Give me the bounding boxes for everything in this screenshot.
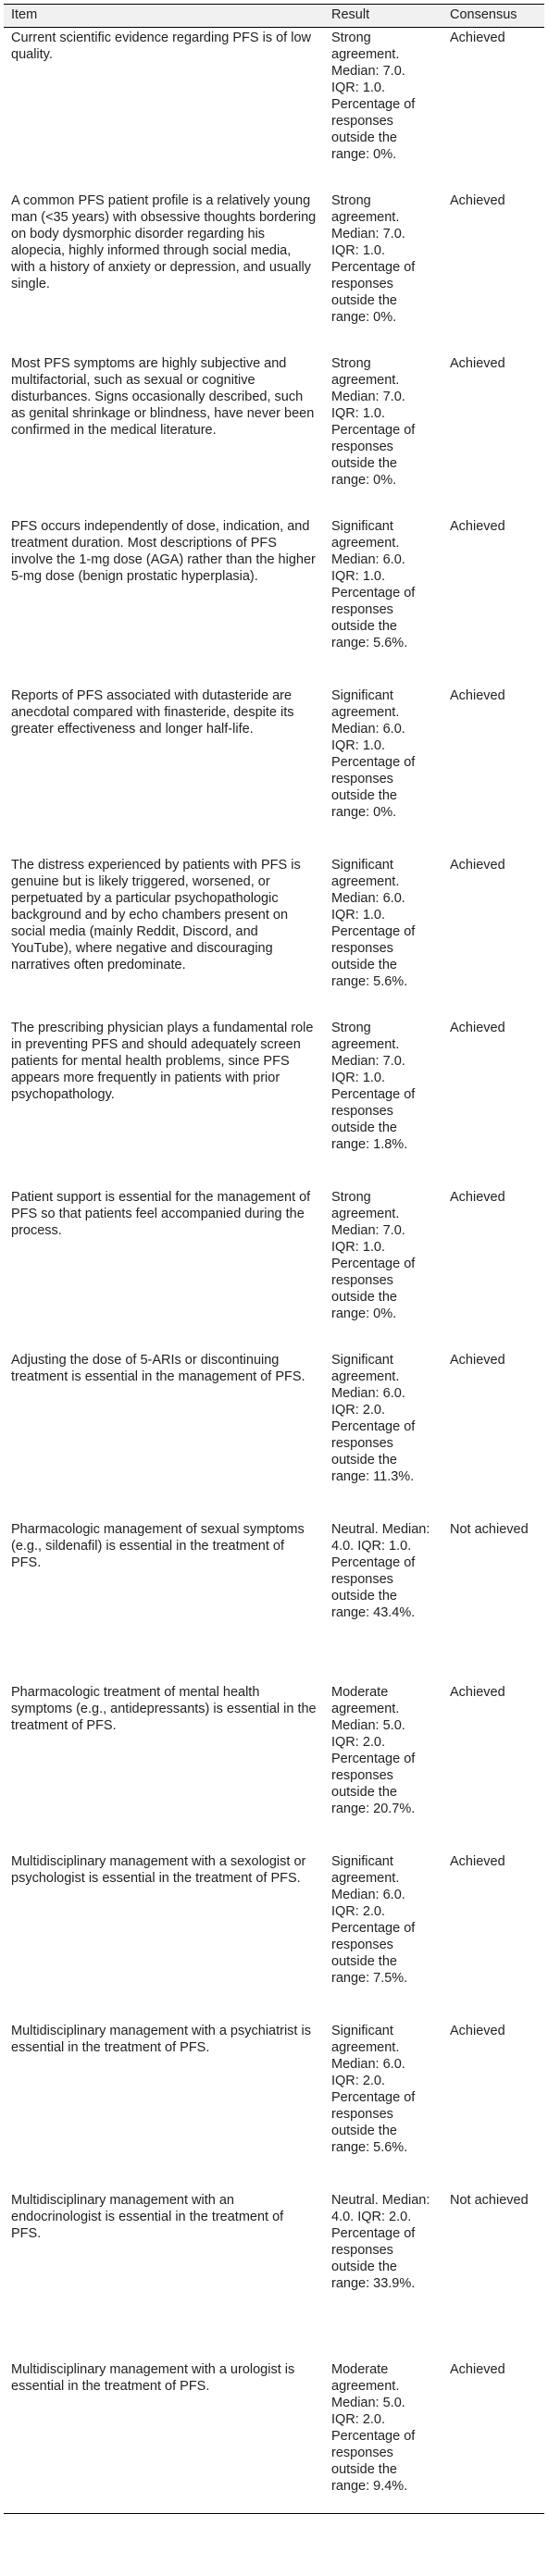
result-cell: Strong agreement. Median: 7.0. IQR: 1.0. Percentage of responses outside the range: 0%. <box>331 1189 416 1321</box>
consensus-cell: Achieved <box>450 2023 505 2038</box>
table-row <box>4 2021 544 2190</box>
item-cell: Reports of PFS associated with dutasteride are anecdotal compared with finasteride, despite its greater effectiveness and longer half-life. <box>11 687 294 737</box>
item-cell: The distress experienced by patients with PFS is genuine but is likely triggered, worsened, or perpetuated by a particular psychopathologic background and by echo chambers present on social media (mainly Reddit, Discord, and YouTube), where negative and discouraging narratives often predominate. <box>11 857 301 972</box>
table-row <box>4 2359 544 2514</box>
consensus-cell: Achieved <box>450 518 505 534</box>
table-row <box>4 855 544 1018</box>
item-cell: A common PFS patient profile is a relatively young man (<35 years) with obsessive thoughts bordering on body dysmorphic disorder regarding his alopecia, highly informed through social media, with a history of anxiety or depression, and usually single. <box>11 192 317 291</box>
result-cell: Strong agreement. Median: 7.0. IQR: 1.0. Percentage of responses outside the range: 0%. <box>331 192 416 325</box>
item-cell: Multidisciplinary management with a psychiatrist is essential in the treatment of PFS. <box>11 2023 311 2055</box>
table-row <box>4 1350 544 1519</box>
result-cell: Moderate agreement. Median: 5.0. IQR: 2.0. Percentage of responses outside the range: 20.7%. <box>331 1684 416 1816</box>
item-cell: Multidisciplinary management with a sexologist or psychologist is essential in the treatment of PFS. <box>11 1853 306 1886</box>
consensus-cell: Not achieved <box>450 1521 529 1537</box>
consensus-cell: Achieved <box>450 1853 505 1869</box>
item-cell: Patient support is essential for the management of PFS so that patients feel accompanied during the process. <box>11 1189 311 1238</box>
result-cell: Significant agreement. Median: 6.0. IQR: 1.0. Percentage of responses outside the range: 5.6%. <box>331 857 416 989</box>
item-cell: PFS occurs independently of dose, indication, and treatment duration. Most descriptions of PFS involve the 1-mg dose (AGA) rather than the higher 5-mg dose (benign prostatic hyperplasia). <box>11 518 316 584</box>
item-cell: The prescribing physician plays a fundamental role in preventing PFS and should adequately screen patients for mental health problems, since PFS appears more frequently in patients with prior psychopathology. <box>11 1020 314 1102</box>
column-header-item: Item <box>4 5 324 28</box>
table-row <box>4 353 544 516</box>
table-row <box>4 1682 544 1852</box>
item-cell: Pharmacologic treatment of mental health symptoms (e.g., antidepressants) is essential in the treatment of PFS. <box>11 1684 317 1733</box>
result-cell: Significant agreement. Median: 6.0. IQR: 2.0. Percentage of responses outside the range: 11.3%. <box>331 1352 416 1484</box>
table-row <box>4 516 544 686</box>
result-cell: Neutral. Median: 4.0. IQR: 1.0. Percentage of responses outside the range: 43.4%. <box>331 1521 430 1620</box>
table-row <box>4 686 544 855</box>
result-cell: Strong agreement. Median: 7.0. IQR: 1.0. Percentage of responses outside the range: 0%. <box>331 355 416 488</box>
result-cell: Significant agreement. Median: 6.0. IQR: 1.0. Percentage of responses outside the range: 5.6%. <box>331 518 416 650</box>
table-row <box>4 28 544 191</box>
result-cell: Significant agreement. Median: 6.0. IQR: 1.0. Percentage of responses outside the range: 0%. <box>331 687 416 820</box>
consensus-cell: Achieved <box>450 1352 505 1368</box>
consensus-cell: Achieved <box>442 2359 544 2514</box>
consensus-cell: Achieved <box>450 1189 505 1205</box>
item-cell: Multidisciplinary management with a urologist is essential in the treatment of PFS. <box>4 2359 324 2514</box>
consensus-cell: Achieved <box>450 31 505 45</box>
item-cell: Most PFS symptoms are highly subjective and multifactorial, such as sexual or cognitive disturbances. Signs occasionally described, such as genital shrinkage or blindness, have never been confirmed in the medical literature. <box>11 355 315 438</box>
consensus-cell: Not achieved <box>450 2192 529 2208</box>
result-cell: Strong agreement. Median: 7.0. IQR: 1.0. Percentage of responses outside the range: 1.8%. <box>331 1020 416 1152</box>
consensus-cell: Achieved <box>450 1020 505 1035</box>
consensus-cell: Achieved <box>450 687 505 703</box>
item-cell: Adjusting the dose of 5-ARIs or discontinuing treatment is essential in the management of PFS. <box>11 1352 305 1384</box>
result-cell: Significant agreement. Median: 6.0. IQR: 2.0. Percentage of responses outside the range: 7.5%. <box>331 1853 416 1986</box>
table-row <box>4 1519 544 1682</box>
table-row <box>4 1018 544 1187</box>
consensus-table <box>4 4 544 2514</box>
item-cell: Pharmacologic management of sexual symptoms (e.g., sildenafil) is essential in the treatment of PFS. <box>11 1521 305 1570</box>
table-row <box>4 1852 544 2021</box>
table-row <box>4 2190 544 2359</box>
result-cell: Significant agreement. Median: 6.0. IQR: 2.0. Percentage of responses outside the range: 5.6%. <box>331 2023 416 2155</box>
consensus-cell: Achieved <box>450 355 505 371</box>
consensus-cell: Achieved <box>450 857 505 873</box>
table-row <box>4 191 544 353</box>
table-body <box>4 28 544 2514</box>
result-cell: Neutral. Median: 4.0. IQR: 2.0. Percentage of responses outside the range: 33.9%. <box>331 2192 430 2291</box>
column-header-result: Result <box>324 5 442 28</box>
table-row <box>4 1187 544 1350</box>
consensus-cell: Achieved <box>450 192 505 208</box>
item-cell: Multidisciplinary management with an endocrinologist is essential in the treatment of PFS. <box>11 2192 284 2241</box>
item-cell: Current scientific evidence regarding PFS is of low quality. <box>11 31 311 62</box>
column-header-consensus: Consensus <box>442 5 544 28</box>
result-cell: Strong agreement. Median: 7.0. IQR: 1.0. Percentage of responses outside the range: 0%. <box>331 31 416 162</box>
table-header-row <box>4 5 544 28</box>
consensus-cell: Achieved <box>450 1684 505 1700</box>
result-cell: Moderate agreement. Median: 5.0. IQR: 2.0. Percentage of responses outside the range: 9.4%. <box>324 2359 442 2514</box>
